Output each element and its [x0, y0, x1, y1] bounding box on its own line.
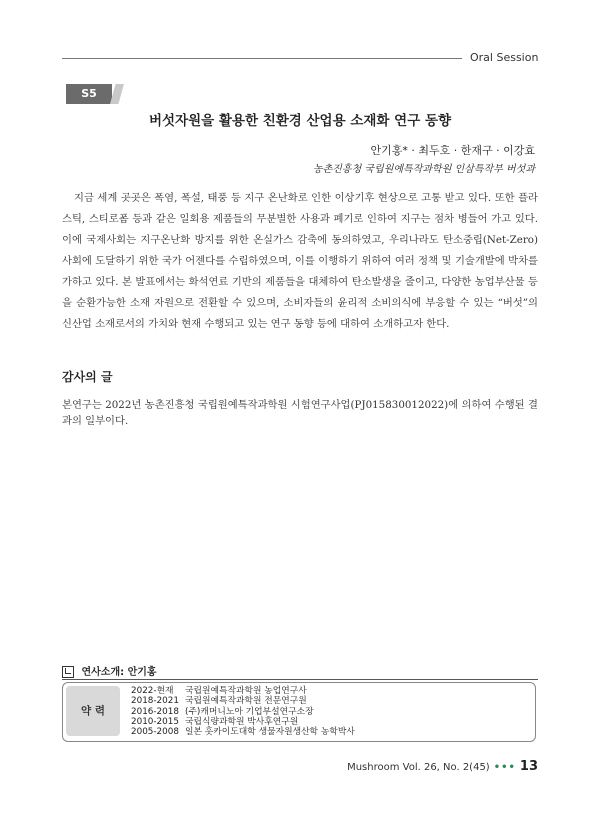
career-years: 2010-2015	[131, 716, 179, 727]
career-desc: (주)캐머니노아 기업부설연구소장	[185, 706, 314, 717]
career-item	[131, 707, 355, 717]
footer-dots: •••	[493, 762, 516, 773]
session-badge-label: S5	[66, 84, 112, 104]
career-label: 약 력	[66, 686, 120, 736]
header-rule	[62, 58, 462, 59]
acknowledgement-text: 본연구는 2022년 농촌진흥청 국립원예특작과학원 시험연구사업(PJ015830012022)에 의하여 수행된 결과의 일부이다.	[62, 399, 538, 427]
career-list	[131, 686, 355, 737]
career-years: 2018-2021	[131, 696, 179, 707]
session-badge	[66, 84, 124, 104]
career-box	[62, 682, 536, 742]
affiliation: 농촌진흥청 국립원예특작과학원 인삼특작부 버섯과	[312, 164, 535, 175]
session-badge-accent	[110, 84, 124, 104]
abstract: 지금 세계 곳곳은 폭염, 폭설, 태풍 등 지구 온난화로 인한 이상기후 현상으로 고통 받고 있다. 또한 플라스틱, 스티로폼 등과 같은 일회용 제품들의 무분별한 사용과 폐기로 인하여 지구는 점차 병들어 가고 있다. 이에 국제사회는 지구온난화 방지를 위한 온실가스 감축에 동의하였고, 우리나라도 탄소중립(Net-Zero) 사회에 도달하기 위한 국가 어젠다를 수립하였으며, 이를 이행하기 위하여 여러 정책 및 기술개발에 박차를 가하고 있다. 본 발표에서는 화석연료 기반의 제품들을 대체하여 탄소발생을 줄이고, 다양한 농업부산물 등을 순환가능한 소재 자원으로 전환할 수 있으며, 소비자들의 윤리적 소비의식에 부응할 수 있는 “버섯”의 신산업 소재로서의 가치와 현재 수행되고 있는 연구 동향 등에 대하여 소개하고자 한다.	[62, 192, 538, 330]
speaker-heading	[62, 663, 157, 677]
section-label: Oral Session	[470, 51, 539, 64]
career-desc: 국립원예특작과학원 농업연구사	[185, 686, 307, 696]
page-number: 13	[519, 759, 538, 774]
career-years: 2016-2018	[131, 706, 179, 717]
speaker-rule	[62, 679, 538, 680]
career-desc: 국립원예특작과학원 전문연구원	[185, 696, 307, 707]
speaker-label: 연사소개: 안기홍	[81, 667, 157, 678]
career-years: 2022-현재	[131, 686, 174, 696]
paper-title: 버섯자원을 활용한 친환경 산업용 소재화 연구 동향	[148, 113, 452, 129]
arrow-box-icon	[62, 666, 74, 678]
journal-citation: Mushroom Vol. 26, No. 2(45)	[347, 762, 490, 773]
career-item	[131, 717, 355, 727]
career-years: 2005-2008	[131, 727, 179, 738]
authors: 안기홍* · 최두호 · 한재구 · 이강효	[370, 144, 535, 157]
career-desc: 일본 홋카이도대학 생물자원생산학 농학박사	[185, 727, 355, 738]
career-desc: 국립식량과학원 박사후연구원	[185, 716, 299, 727]
acknowledgement-heading: 감사의 글	[62, 370, 113, 384]
career-item	[131, 727, 355, 737]
career-item	[131, 686, 355, 696]
career-item	[131, 696, 355, 706]
page-footer	[347, 759, 538, 774]
